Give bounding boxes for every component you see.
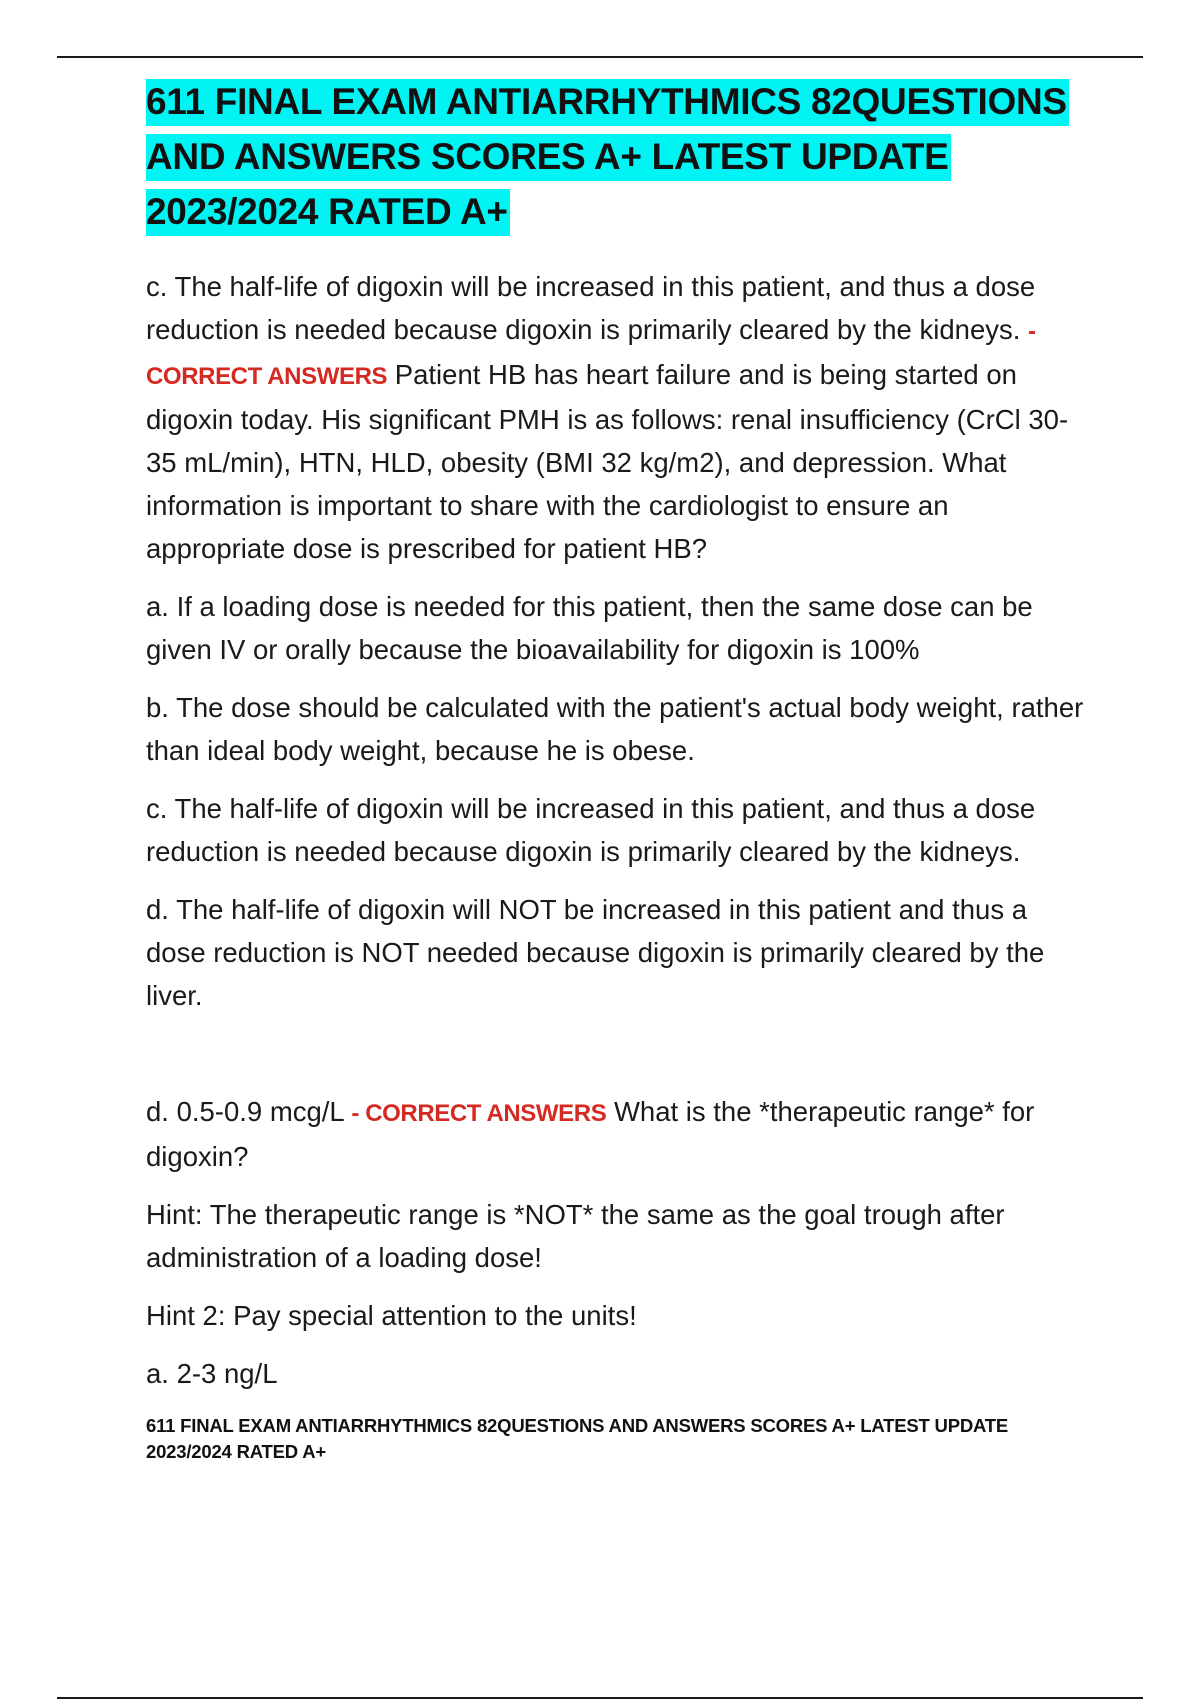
- q1-option-d: d. The half-life of digoxin will NOT be increased in this patient and thus a dose reduction is NOT needed because digoxin is primarily cleared by the liver.: [146, 894, 1045, 1011]
- q1-answer: c. The half-life of digoxin will be increased in this patient, and thus a dose reduction is needed because digoxin is primarily cleared by the kidneys.: [146, 271, 1036, 345]
- page-footer-title: 611 FINAL EXAM ANTIARRHYTHMICS 82QUESTIONS AND ANSWERS SCORES A+ LATEST UPDATE 2023/2024 RATED A+: [146, 1415, 1009, 1462]
- q2-hint-1: Hint: The therapeutic range is *NOT* the same as the goal trough after administration of a loading dose!: [146, 1199, 1005, 1273]
- q2-question: What is the *therapeutic range* for digoxin?: [146, 1096, 1035, 1172]
- top-rule: [57, 56, 1143, 58]
- q2-hint-2: Hint 2: Pay special attention to the units!: [146, 1300, 637, 1331]
- title-highlight: 611 FINAL EXAM ANTIARRHYTHMICS 82QUESTIONS AND ANSWERS SCORES A+ LATEST UPDATE 2023/2024 RATED A+: [146, 79, 1069, 236]
- q1-option-b: b. The dose should be calculated with the patient's actual body weight, rather than ideal body weight, because he is obese.: [146, 692, 1084, 766]
- q1-block: [146, 265, 1086, 570]
- document-page: [146, 74, 1086, 1465]
- q2-option-a: a. 2-3 ng/L: [146, 1358, 278, 1389]
- q1-option-a: a. If a loading dose is needed for this patient, then the same dose can be given IV or orally because the bioavailability for digoxin is 100%: [146, 591, 1033, 665]
- q1-option-c: c. The half-life of digoxin will be increased in this patient, and thus a dose reduction is needed because digoxin is primarily cleared by the kidneys.: [146, 793, 1036, 867]
- q2-block: [146, 1090, 1086, 1178]
- bottom-rule: [57, 1697, 1143, 1699]
- correct-answers-marker: - CORRECT ANSWERS: [351, 1100, 607, 1127]
- q1-question: Patient HB has heart failure and is being started on digoxin today. His significant PMH is as follows: renal insufficiency (CrCl 30-35 mL/min), HTN, HLD, obesity (BMI 32 kg/m2), and depression. What information is important to share with the cardiologist to ensure an appropriate dose is prescribed for patient HB?: [146, 359, 1069, 564]
- document-title: [146, 74, 1086, 239]
- correct-answers-marker: - CORRECT ANSWERS: [146, 318, 1036, 390]
- q2-answer: d. 0.5-0.9 mcg/L: [146, 1096, 344, 1127]
